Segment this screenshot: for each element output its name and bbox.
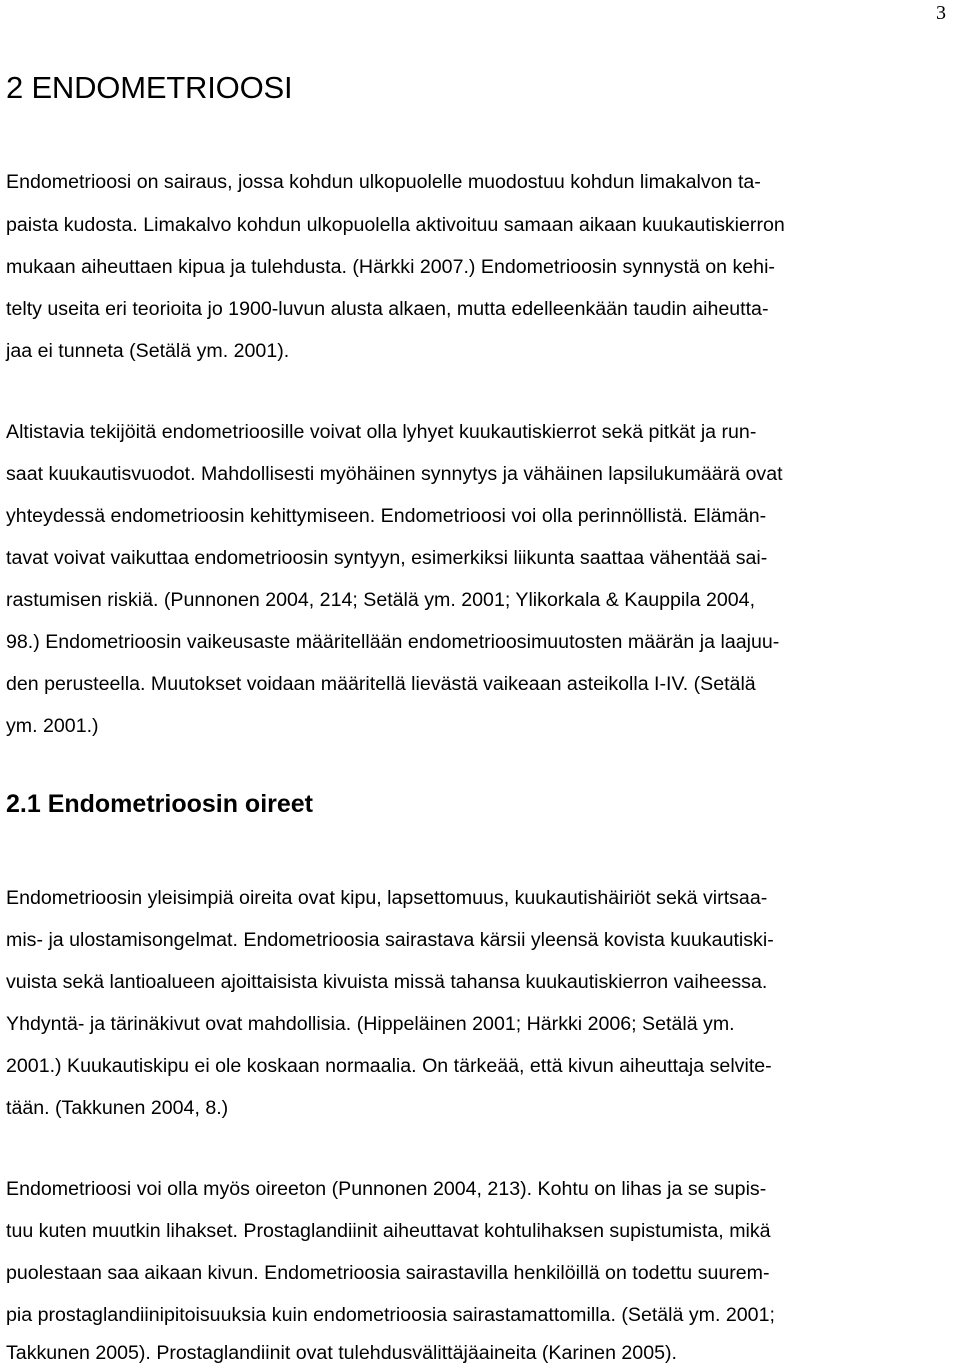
text-line: 98.) Endometrioosin vaikeusaste määritellään endometrioosimuutosten määrän ja laajuu- xyxy=(6,631,780,653)
text-line: mukaan aiheuttaen kipua ja tulehdusta. (Härkki 2007.) Endometrioosin synnystä on kehi- xyxy=(6,256,775,278)
text-line: Takkunen 2005). Prostaglandiinit ovat tulehdusvälittäjäaineita (Karinen 2005). xyxy=(6,1342,677,1364)
section-heading: 2.1 Endometrioosin oireet xyxy=(6,790,314,818)
text-line: puolestaan saa aikaan kivun. Endometrioosia sairastavilla henkilöillä on todettu suurem- xyxy=(6,1262,770,1284)
text-line: rastumisen riskiä. (Punnonen 2004, 214; Setälä ym. 2001; Ylikorkala & Kauppila 2004, xyxy=(6,589,756,611)
text-line: mis- ja ulostamisongelmat. Endometrioosia sairastava kärsii yleensä kovista kuukautiski- xyxy=(6,929,774,951)
page-number: 3 xyxy=(936,2,946,24)
text-line: Endometrioosin yleisimpiä oireita ovat kipu, lapsettomuus, kuukautishäiriöt sekä virtsaa- xyxy=(6,887,768,909)
text-line: den perusteella. Muutokset voidaan määritellä lievästä vaikeaan asteikolla I-IV. (Setälä xyxy=(6,673,756,695)
text-line: tavat voivat vaikuttaa endometrioosin syntyyn, esimerkiksi liikunta saattaa vähentää sai- xyxy=(6,547,768,569)
text-line: tuu kuten muutkin lihakset. Prostaglandiinit aiheuttavat kohtulihaksen supistumista, mikä xyxy=(6,1220,771,1242)
text-line: tään. (Takkunen 2004, 8.) xyxy=(6,1097,229,1119)
chapter-heading: 2 ENDOMETRIOOSI xyxy=(6,70,293,105)
text-line: Altistavia tekijöitä endometrioosille voivat olla lyhyet kuukautiskierrot sekä pitkät ja run- xyxy=(6,421,757,443)
text-line: yhteydessä endometrioosin kehittymiseen. Endometrioosi voi olla perinnöllistä. Elämän- xyxy=(6,505,767,527)
text-line: pia prostaglandiinipitoisuuksia kuin endometrioosia sairastamattomilla. (Setälä ym. 2001; xyxy=(6,1304,775,1326)
text-line: saat kuukautisvuodot. Mahdollisesti myöhäinen synnytys ja vähäinen lapsilukumäärä ovat xyxy=(6,463,783,485)
text-line: 2001.) Kuukautiskipu ei ole koskaan normaalia. On tärkeää, että kivun aiheuttaja selvite- xyxy=(6,1055,772,1077)
text-line: telty useita eri teorioita jo 1900-luvun alusta alkaen, mutta edelleenkään taudin aiheutta- xyxy=(6,298,769,320)
text-line: paista kudosta. Limakalvo kohdun ulkopuolella aktivoituu samaan aikaan kuukautiskierron xyxy=(6,214,785,236)
text-line: Endometrioosi on sairaus, jossa kohdun ulkopuolelle muodostuu kohdun limakalvon ta- xyxy=(6,171,761,193)
text-line: ym. 2001.) xyxy=(6,715,99,737)
text-line: jaa ei tunneta (Setälä ym. 2001). xyxy=(6,340,290,362)
text-line: Endometrioosi voi olla myös oireeton (Punnonen 2004, 213). Kohtu on lihas ja se supis- xyxy=(6,1178,767,1200)
text-line: vuista sekä lantioalueen ajoittaisista kivuista missä tahansa kuukautiskierron vaiheessa. xyxy=(6,971,768,993)
text-line: Yhdyntä- ja tärinäkivut ovat mahdollisia. (Hippeläinen 2001; Härkki 2006; Setälä ym. xyxy=(6,1013,735,1035)
